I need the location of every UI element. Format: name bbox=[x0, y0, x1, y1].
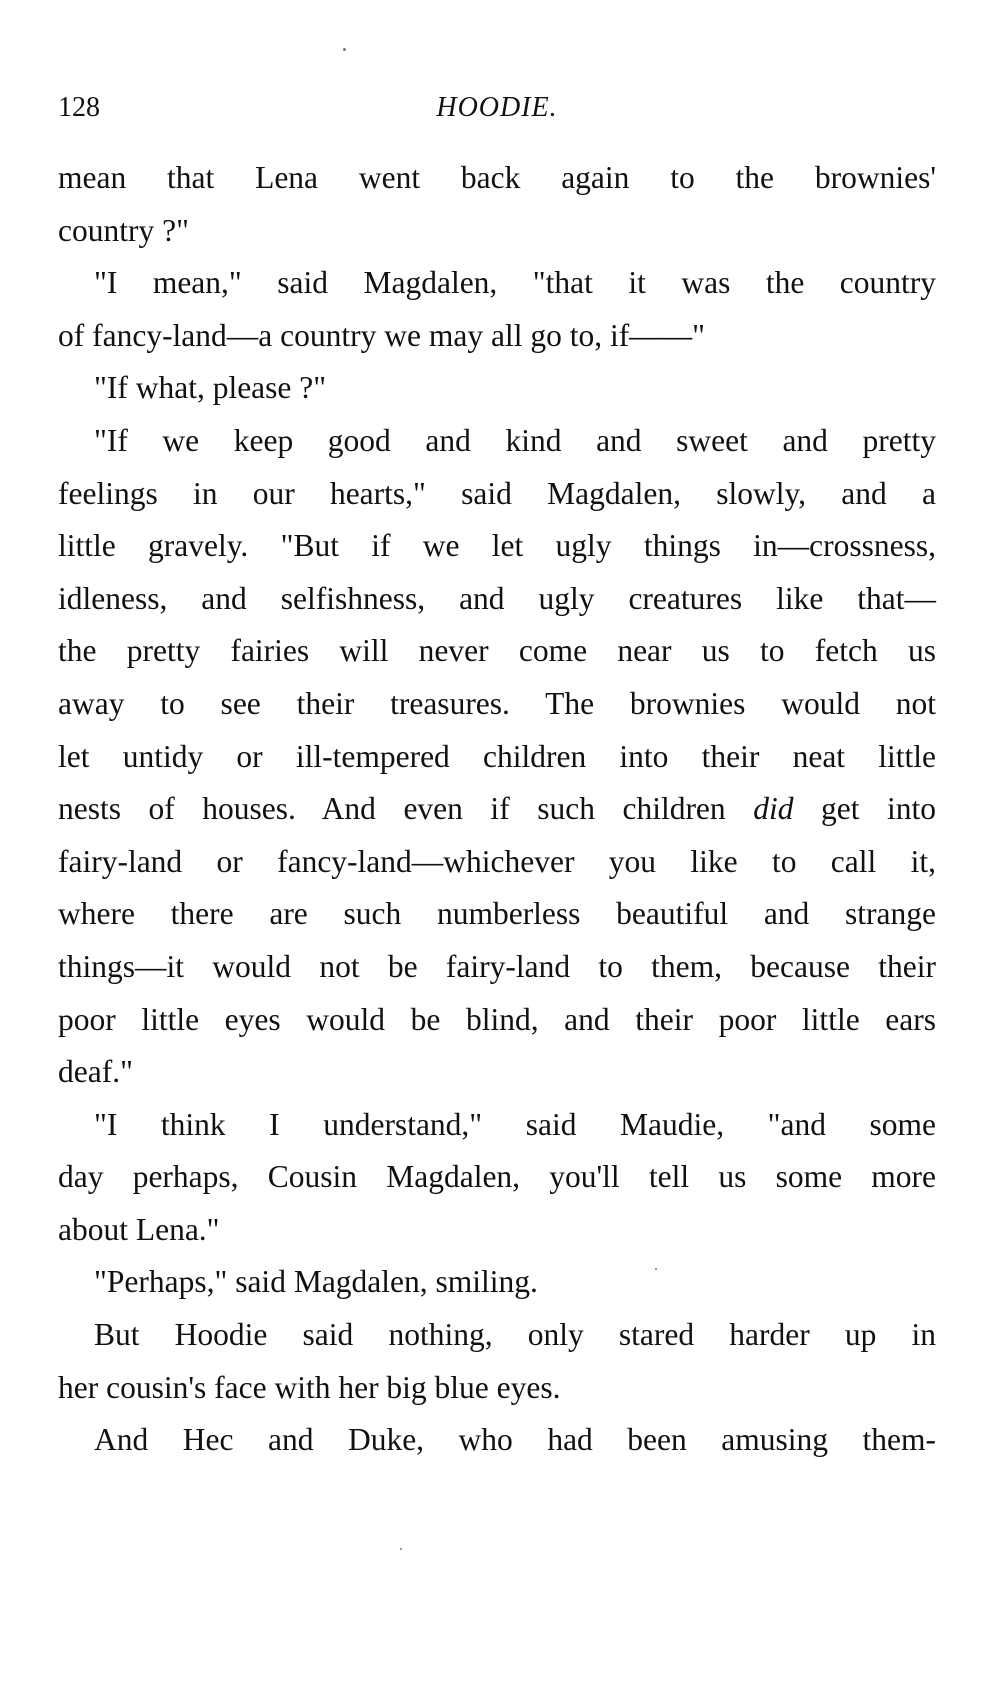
text-line: of fancy-land—a country we may all go to, if——" bbox=[58, 317, 706, 353]
text-line: "If what, please ?" bbox=[94, 370, 327, 406]
text-line: "If we keep good and kind and sweet and pretty bbox=[94, 422, 936, 458]
text-line: idleness, and selfishness, and ugly creatures like that— bbox=[58, 580, 936, 616]
text-line: her cousin's face with her big blue eyes. bbox=[58, 1369, 561, 1405]
scan-speck bbox=[343, 48, 346, 51]
text-line: little gravely. "But if we let ugly things in—crossness, bbox=[58, 528, 936, 564]
text-line: country ?" bbox=[58, 212, 189, 248]
text-line: "Perhaps," said Magdalen, smiling. bbox=[94, 1264, 538, 1300]
text-line: feelings in our hearts," said Magdalen, slowly, and a bbox=[58, 475, 936, 511]
running-title: HOODIE. bbox=[436, 92, 558, 123]
body-text bbox=[58, 152, 936, 1467]
text-line: fairy-land or fancy-land—whichever you like to call it, bbox=[58, 843, 936, 879]
text-line: things—it would not be fairy-land to them, because their bbox=[58, 948, 936, 984]
text-line: "I mean," said Magdalen, "that it was the country bbox=[94, 265, 936, 301]
text-line: nests of houses. And even if such children did get into bbox=[58, 791, 936, 827]
page-number: 128 bbox=[58, 92, 100, 123]
text-line: let untidy or ill-tempered children into their neat little bbox=[58, 738, 936, 774]
text-line: about Lena." bbox=[58, 1211, 220, 1247]
page-header bbox=[58, 92, 936, 132]
text-line: mean that Lena went back again to the brownies' bbox=[58, 160, 936, 195]
text-line: "I think I understand," said Maudie, "and some bbox=[94, 1106, 936, 1142]
text-line: the pretty fairies will never come near us to fetch us bbox=[58, 633, 936, 669]
text-line: deaf." bbox=[58, 1054, 133, 1090]
text-line: away to see their treasures. The brownies would not bbox=[58, 685, 936, 721]
text-line: And Hec and Duke, who had been amusing them- bbox=[94, 1422, 936, 1458]
scan-speck bbox=[400, 1548, 402, 1550]
text-line: day perhaps, Cousin Magdalen, you'll tell us some more bbox=[58, 1159, 936, 1195]
text-line: But Hoodie said nothing, only stared harder up in bbox=[94, 1317, 936, 1353]
scan-speck bbox=[655, 1268, 657, 1270]
text-line: where there are such numberless beautiful and strange bbox=[58, 896, 936, 932]
text-line: poor little eyes would be blind, and their poor little ears bbox=[58, 1001, 936, 1037]
